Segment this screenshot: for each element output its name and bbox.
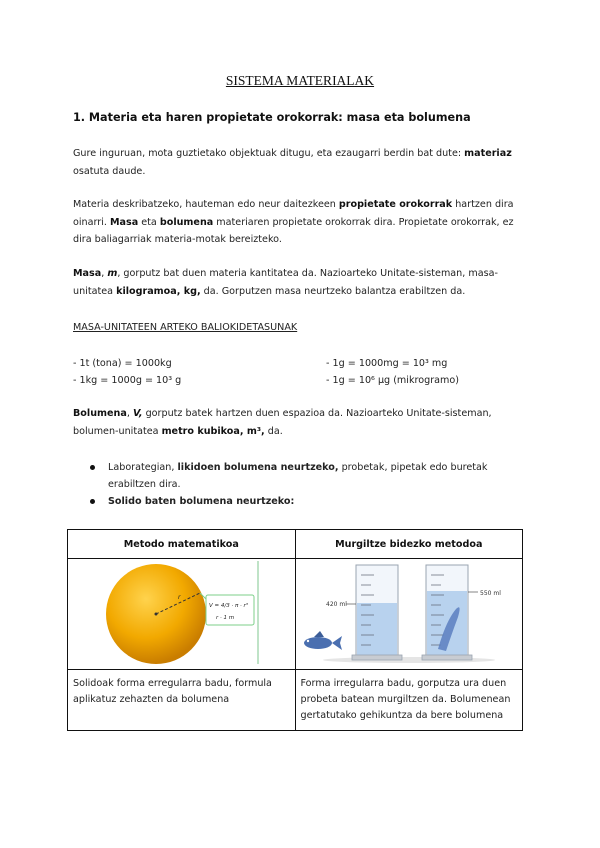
displacement-illustration — [296, 559, 522, 666]
text: eta — [138, 216, 160, 228]
right-volume-label: 550 ml — [479, 590, 501, 597]
conversion-line: - 1kg = 1000g = 10³ g — [73, 375, 182, 386]
text: osatuta daude. — [73, 165, 146, 177]
text: Laborategian, — [108, 462, 178, 473]
bold-text: m — [107, 268, 118, 279]
conversion-line: - 1t (tona) = 1000kg — [73, 358, 172, 369]
radius-value: r · 1 m — [216, 615, 235, 621]
text: da. Gorputzen masa neurtzeko balantza erabiltzen da. — [200, 285, 466, 297]
bold-text: bolumena — [159, 216, 214, 228]
bold-text: Solido baten bolumena neurtzeko: — [108, 496, 295, 507]
conversions-left — [73, 355, 181, 389]
bold-text: likidoen bolumena neurtzeko, — [177, 462, 339, 473]
radius-label: r — [178, 594, 181, 601]
table-cell: Solidoak forma erregularra badu, formula aplikatuz zehazten da bolumena — [68, 670, 296, 731]
sphere-image-cell — [68, 559, 296, 670]
table-text-row — [68, 670, 523, 731]
paragraph-materia — [73, 145, 533, 180]
text: probetak, pipetak edo buretak erabiltzen dira. — [108, 462, 488, 490]
text: materiaren propietate orokorrak dira. Propietate orokorrak, ez dira baliagarriak materia-motak bereizteko. — [73, 216, 514, 245]
text: gorputz batek hartzen duen espazioa da. Nazioarteko Unitate-sisteman, bolumen-unitatea — [73, 408, 492, 437]
sphere-illustration — [68, 559, 292, 666]
table-header: Metodo matematikoa — [68, 530, 296, 559]
bold-text: V, — [132, 408, 143, 419]
text: , — [126, 408, 133, 419]
fish-icon — [304, 631, 342, 650]
paragraph-propietateak — [73, 196, 533, 249]
left-volume-label: 420 ml — [325, 601, 347, 608]
bold-text: Masa — [109, 216, 139, 228]
paragraph-masa — [73, 265, 533, 300]
bold-text: propietate orokorrak — [338, 199, 453, 210]
conversion-line: - 1g = 10⁶ μg (mikrogramo) — [326, 375, 459, 386]
bullet-icon — [90, 465, 95, 470]
text: , gorputz bat duen materia kantitatea da. Nazioarteko Unitate-sisteman, masa-unitatea — [73, 268, 498, 297]
paragraph-bolumena — [73, 405, 533, 440]
text: da. — [264, 425, 283, 437]
conversion-line: - 1g = 1000mg = 10³ mg — [326, 358, 448, 369]
table-header-row — [68, 530, 523, 559]
text: Gure inguruan, mota guztietako objektuak ditugu, eta ezaugarri berdin bat dute: — [73, 148, 465, 159]
bold-text: Masa — [73, 268, 102, 279]
text: Materia deskribatzeko, hauteman edo neur daitezkeen — [73, 199, 339, 210]
bullet-icon — [90, 499, 95, 504]
list-item — [90, 459, 520, 493]
table-cell: Forma irregularra badu, gorputza ura duen probeta batean murgiltzen da. Bolumenean gertatutako gehikuntza da bere bolumena — [295, 670, 523, 731]
methods-table — [67, 529, 523, 731]
cylinder-image-cell — [295, 559, 523, 670]
graduated-cylinder-left — [352, 565, 402, 660]
text: , — [101, 268, 108, 279]
bullet-list — [90, 459, 520, 510]
table-header: Murgiltze bidezko metodoa — [295, 530, 523, 559]
page-title: SISTEMA MATERIALAK — [225, 73, 375, 88]
bold-text: metro kubikoa, m³, — [161, 425, 265, 437]
section-heading: 1. Materia eta haren propietate orokorrak: masa eta bolumena — [73, 111, 471, 124]
conversions-heading: MASA-UNITATEEN ARTEKO BALIOKIDETASUNAK — [73, 322, 298, 333]
conversions-right — [326, 355, 459, 389]
table-image-row — [68, 559, 523, 670]
bold-text: kilogramoa, kg, — [116, 285, 201, 297]
bold-text: Bolumena — [73, 408, 127, 419]
text: hartzen dira oinarri. — [73, 199, 514, 228]
list-item — [90, 493, 520, 510]
bold-text: materiaz — [464, 148, 512, 159]
graduated-cylinder-right — [422, 565, 472, 660]
formula-text: V = 4/3 · π · r³ — [209, 603, 248, 609]
